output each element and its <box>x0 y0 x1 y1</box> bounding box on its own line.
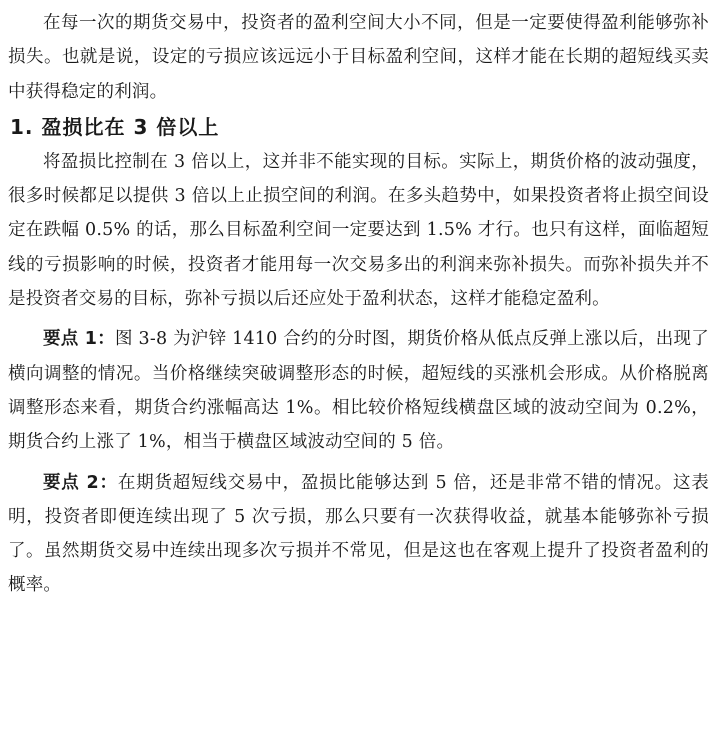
point-1-label: 要点 1： <box>43 329 115 350</box>
point-1-paragraph <box>8 322 709 459</box>
point-1-text: 图 3-8 为沪锌 1410 合约的分时图，期货价格从低点反弹上涨以后，出现了横向调整的情况。当价格继续突破调整形态的时候，超短线的买涨机会形成。从价格脱离调整形态来看，期货合约涨幅高达 1%。相比较价格短线横盘区域的波动空间为 0.2%，期货合约上涨了 1%，相当于横盘区域波动空间的 5 倍。 <box>8 329 709 453</box>
point-2-text: 在期货超短线交易中，盈损比能够达到 5 倍，还是非常不错的情况。这表明，投资者即便连续出现了 5 次亏损，那么只要有一次获得收益，就基本能够弥补亏损了。虽然期货交易中连续出现多次亏损并不常见，但是这也在客观上提升了投资者盈利的概率。 <box>8 472 709 596</box>
section-heading <box>8 109 709 145</box>
point-2-paragraph <box>8 466 709 603</box>
section-number: 1. <box>10 114 34 139</box>
intro-paragraph: 在每一次的期货交易中，投资者的盈利空间大小不同，但是一定要使得盈利能够弥补损失。也就是说，设定的亏损应该远远小于目标盈利空间，这样才能在长期的超短线买卖中获得稳定的利润。 <box>8 13 709 102</box>
section-title: 盈损比在 3 倍以上 <box>41 114 220 139</box>
point-2-label: 要点 2： <box>43 472 118 493</box>
body-paragraph: 将盈损比控制在 3 倍以上，这并非不能实现的目标。实际上，期货价格的波动强度，很多时候都足以提供 3 倍以上止损空间的利润。在多头趋势中，如果投资者将止损空间设定在跌幅 0.5% 的话，那么目标盈利空间一定要达到 1.5% 才行。也只有这样，面临超短线的亏损影响的时候，投资者才能用每一次交易多出的利润来弥补损失。而弥补损失并不是投资者交易的目标，弥补亏损以后还应处于盈利状态，这样才能稳定盈利。 <box>8 151 709 310</box>
